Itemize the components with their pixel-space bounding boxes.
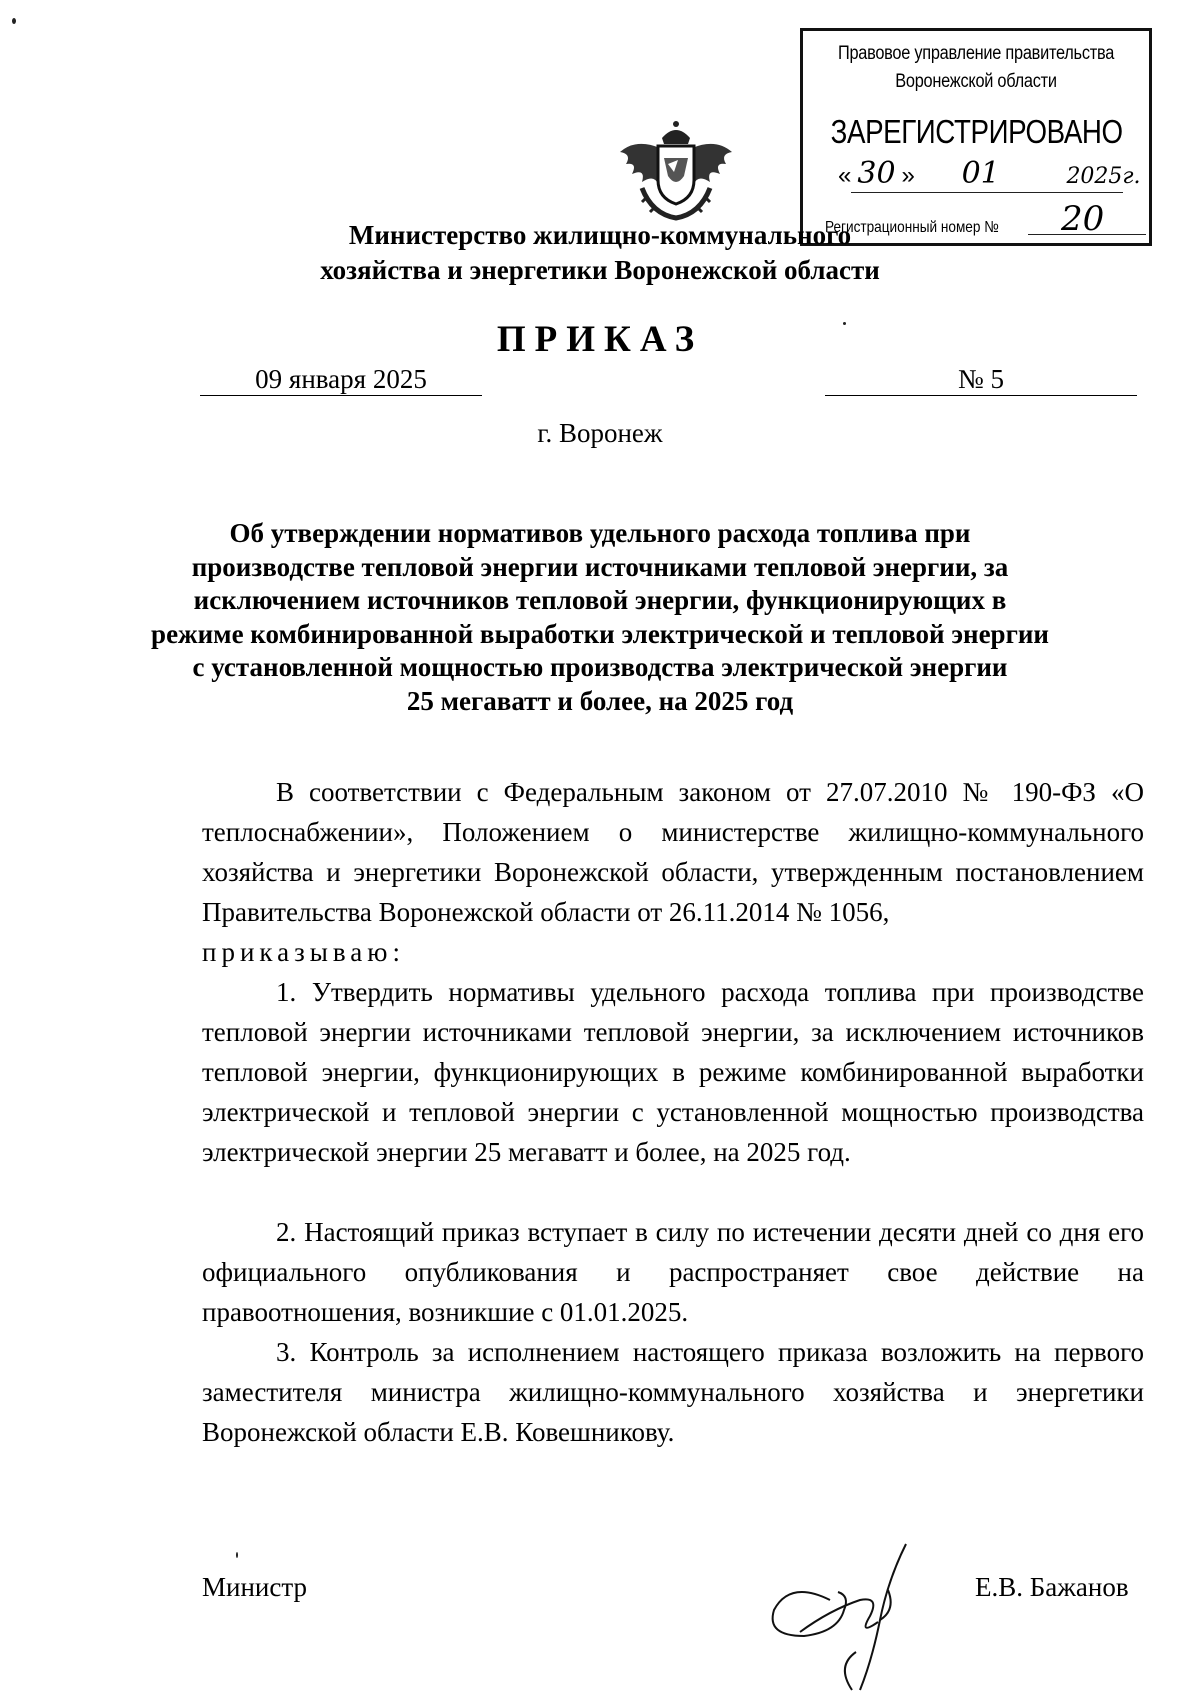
document-type-title: ПРИКАЗ [496, 319, 704, 360]
stamp-date-month: 01 [961, 156, 1000, 191]
registration-stamp [800, 28, 1152, 246]
order-item-1: 1. Утвердить нормативы удельного расхода топлива при производстве тепловой энергии источниками тепловой энергии, за исключением источников тепловой энергии, функционирующих в режиме комбинированной выработки электрической и тепловой энергии с установленной мощностью производства электрической энергии 25 мегаватт и более, на 2025 год. [202, 977, 1144, 1167]
subject-line: Об утверждении нормативов удельного расхода топлива при [229, 518, 971, 548]
scan-speck [843, 322, 846, 325]
stamp-status: ЗАРЕГИСТРИРОВАНО [830, 113, 1123, 150]
subject-line: производстве тепловой энергии источниками тепловой энергии, за [191, 551, 1009, 582]
signatory-title: Министр [202, 1572, 307, 1602]
preamble-paragraph: В соответствии с Федеральным законом от 27.07.2010 № 190-ФЗ «О теплоснабжении», Положением о министерстве жилищно-коммунального хозяйства и энергетики Воронежской области, утвержденным постановлением Правительства Воронежской области от 26.11.2014 № 1056, [202, 777, 1144, 927]
scan-speck [12, 18, 16, 24]
order-item-2: 2. Настоящий приказ вступает в силу по истечении десяти дней со дня его официального опубликования и распространяет свое действие на правоотношения, возникшие с 01.01.2025. [202, 1217, 1144, 1327]
stamp-date-underline [851, 192, 1123, 193]
stamp-department-line2: Воронежской области [895, 71, 1057, 92]
coat-of-arms-emblem [612, 118, 740, 224]
stamp-date: « 30 » 01 2025г. [838, 156, 1141, 191]
subject-line: с установленной мощностью производства электрической энергии [192, 652, 1008, 682]
stamp-department-line1: Правовое управление правительства [837, 43, 1115, 64]
signatory-name: Е.В. Бажанов [975, 1572, 1129, 1602]
order-date: 09 января 2025 [200, 363, 482, 396]
stamp-date-year: 2025г. [1066, 164, 1141, 189]
ministry-name-line1: Министерство жилищно-коммунального [348, 220, 852, 250]
ministry-name-line2: хозяйства и энергетики Воронежской области [320, 255, 880, 285]
city-name: г. Воронеж [537, 418, 663, 448]
subject-line: 25 мегаватт и более, на 2025 год [406, 685, 794, 716]
handwritten-signature [760, 1540, 960, 1700]
stamp-regno-label: Регистрационный номер № [825, 219, 999, 236]
order-word: приказываю: [202, 937, 405, 967]
order-number: № 5 [825, 363, 1137, 396]
scan-speck [236, 1552, 238, 1558]
stamp-regno-value: 20 [1061, 199, 1105, 239]
order-item-3: 3. Контроль за исполнением настоящего приказа возложить на первого заместителя министра жилищно-коммунального хозяйства и энергетики Воронежской области Е.В. Ковешникову. [202, 1337, 1144, 1447]
order-subject [150, 517, 1050, 718]
subject-line: исключением источников тепловой энергии, функционирующих в [193, 585, 1007, 615]
stamp-date-day: 30 [857, 156, 896, 191]
subject-line: режиме комбинированной выработки электрической и тепловой энергии [151, 618, 1049, 649]
